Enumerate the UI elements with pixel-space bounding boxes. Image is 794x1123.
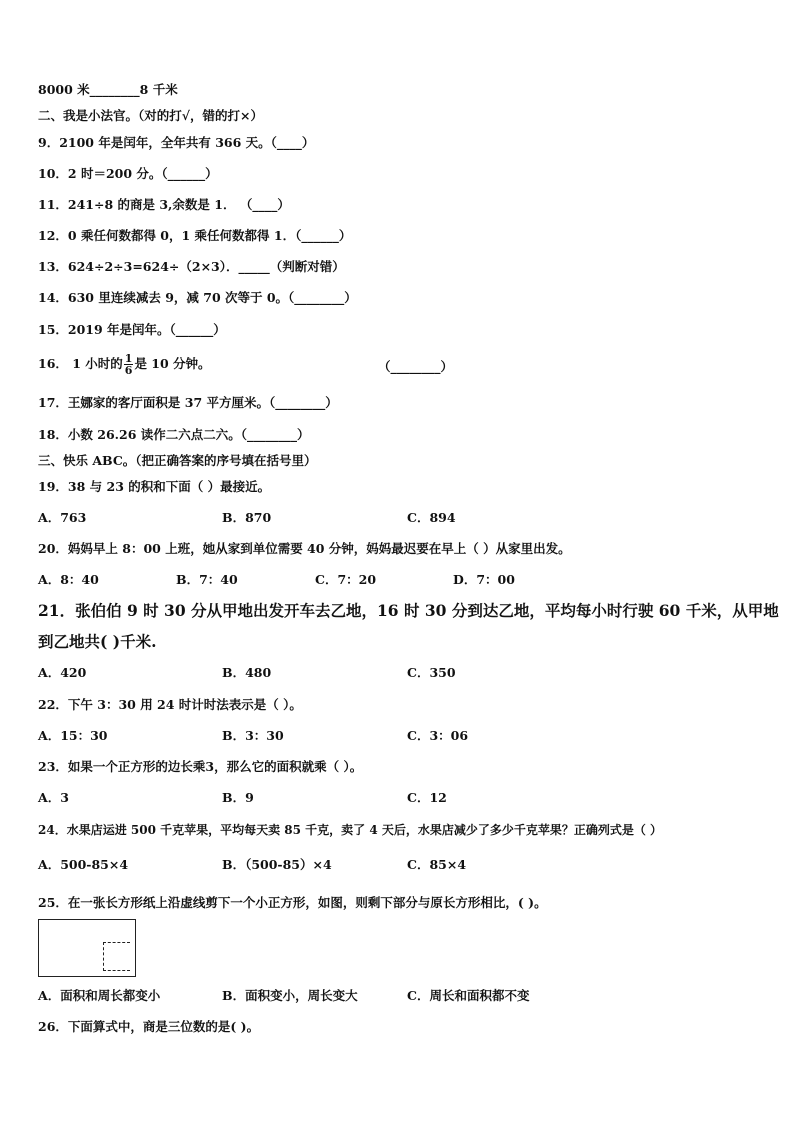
question-13: 13．624÷2÷3=624÷（2×3）．_____（判断对错）	[38, 259, 345, 274]
question-10: 10．2 时＝200 分。（______）	[38, 166, 218, 181]
q23-option-a: A．3	[38, 790, 69, 805]
question-11: 11．241÷8 的商是 3,余数是 1． （____）	[38, 197, 290, 212]
question-21-line-2: 到乙地共( )千米.	[38, 632, 157, 651]
question-19: 19．38 与 23 的积和下面（ ）最接近。	[38, 479, 271, 494]
q22-option-b: B．3：30	[222, 728, 284, 743]
q23-option-b: B．9	[222, 790, 254, 805]
q22-option-a: A．15：30	[38, 728, 108, 743]
fraction-numerator: 1	[124, 352, 133, 365]
section-2-title: 二、我是小法官。（对的打√，错的打×）	[38, 108, 263, 123]
q25-option-a: A．面积和周长都变小	[38, 988, 161, 1003]
question-16-text-after: 是 10 分钟。	[134, 356, 211, 371]
question-18: 18．小数 26.26 读作二六点二六。（________）	[38, 427, 310, 442]
one-sixth-fraction	[124, 353, 134, 376]
q19-option-b: B．870	[222, 510, 272, 525]
question-22: 22．下午 3：30 用 24 时计时法表示是（ ）。	[38, 697, 302, 712]
q21-option-c: C．350	[407, 665, 456, 680]
q21-option-a: A．420	[38, 665, 87, 680]
q24-option-b: B．（500-85）×4	[222, 857, 332, 872]
rectangle-figure	[38, 919, 136, 977]
question-26: 26．下面算式中，商是三位数的是( )。	[38, 1019, 260, 1034]
q20-option-c: C．7：20	[315, 572, 377, 587]
question-15: 15．2019 年是闰年。（______）	[38, 322, 226, 337]
question-12: 12．0 乘任何数都得 0，1 乘任何数都得 1．（______）	[38, 228, 352, 243]
question-24: 24．水果店运进 500 千克苹果，平均每天卖 85 千克，卖了 4 天后，水果店减少了多少千克苹果？正确列式是（ ）	[38, 823, 663, 837]
q20-option-b: B．7：40	[176, 572, 238, 587]
q24-option-c: C．85×4	[407, 857, 467, 872]
q19-option-a: A．763	[38, 510, 87, 525]
q20-option-d: D．7：00	[453, 572, 515, 587]
question-23: 23．如果一个正方形的边长乘3，那么它的面积就乘（ ）。	[38, 759, 363, 774]
question-14: 14．630 里连续减去 9，减 70 次等于 0。（________）	[38, 290, 357, 305]
question-16	[38, 353, 211, 376]
q25-option-b: B．面积变小，周长变大	[222, 988, 358, 1003]
question-21-line-1: 21．张伯伯 9 时 30 分从甲地出发开车去乙地，16 时 30 分到达乙地，平均每小时行驶 60 千米，从甲地	[38, 601, 779, 620]
fraction-denominator: 6	[124, 364, 133, 377]
q23-option-c: C．12	[407, 790, 447, 805]
question-16-blank: （________）	[378, 359, 454, 374]
q21-option-b: B．480	[222, 665, 272, 680]
question-16-text: 16． 1 小时的	[38, 356, 123, 371]
question-20: 20．妈妈早上 8：00 上班，她从家到单位需要 40 分钟，妈妈最迟要在早上（ ）从家里出发。	[38, 541, 571, 556]
question-17: 17．王娜家的客厅面积是 37 平方厘米。（________）	[38, 395, 338, 410]
dashed-square-cut	[103, 942, 130, 971]
q20-option-a: A．8：40	[38, 572, 99, 587]
top-line: 8000 米________8 千米	[38, 82, 178, 97]
q25-option-c: C．周长和面积都不变	[407, 988, 530, 1003]
q19-option-c: C．894	[407, 510, 456, 525]
q24-option-a: A．500-85×4	[38, 857, 129, 872]
q22-option-c: C．3：06	[407, 728, 469, 743]
question-9: 9．2100 年是闰年，全年共有 366 天。（____）	[38, 135, 315, 150]
question-25: 25．在一张长方形纸上沿虚线剪下一个小正方形，如图，则剩下部分与原长方形相比，( )。	[38, 895, 547, 910]
section-3-title: 三、快乐 ABC。（把正确答案的序号填在括号里）	[38, 453, 317, 468]
